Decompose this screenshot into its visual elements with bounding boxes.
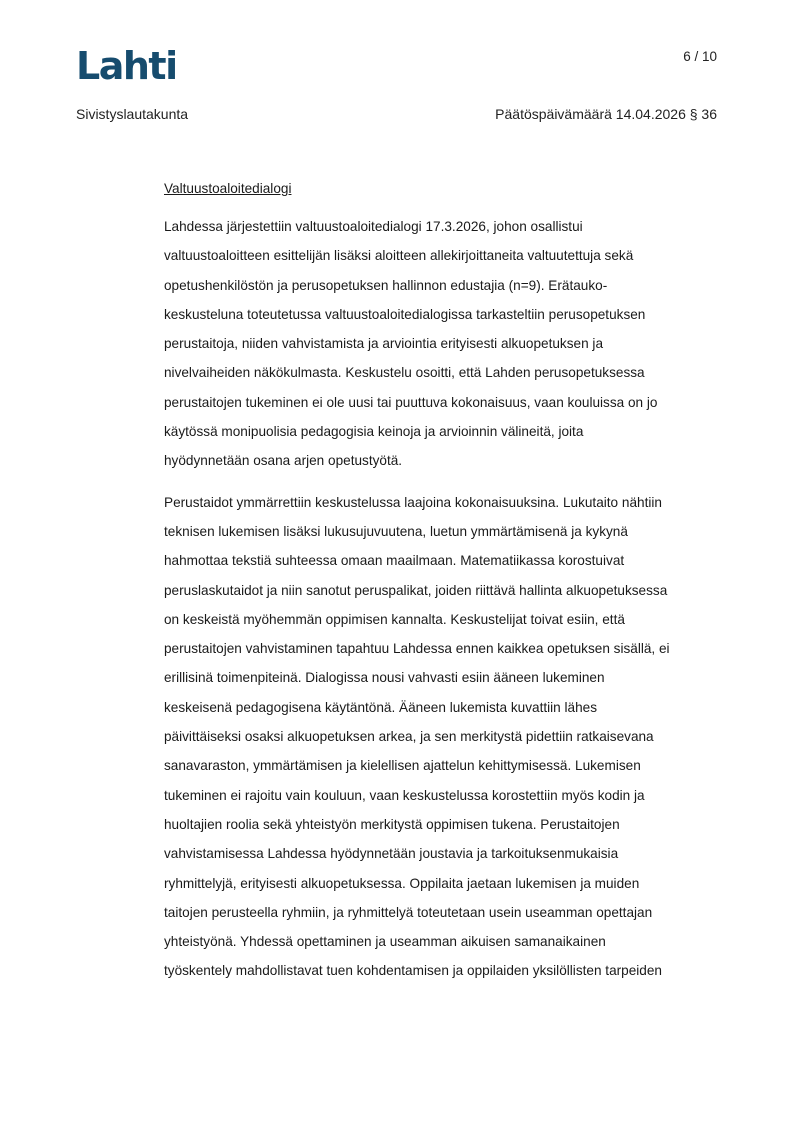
- text-line: on keskeistä myöhemmän oppimisen kannalta. Keskustelijat toivat esiin, että: [164, 611, 625, 627]
- page-number: 6 / 10: [683, 49, 717, 64]
- lahti-logo: Lahti: [76, 44, 177, 88]
- document-body: [164, 179, 724, 998]
- text-line: ryhmittelyjä, erityisesti alkuopetuksessa. Oppilaita jaetaan lukemisen ja muiden: [164, 875, 640, 891]
- text-line: keskeisenä pedagogisena käytäntönä. Ääneen lukemista kuvattiin lähes: [164, 699, 598, 715]
- text-line: perustaitojen tukeminen ei ole uusi tai puuttuva kokonaisuus, vaan kouluissa on jo: [164, 394, 658, 410]
- text-line: työskentely mahdollistavat tuen kohdentamisen ja oppilaiden yksilöllisten tarpeiden: [164, 963, 662, 979]
- text-line: Lahdessa järjestettiin valtuustoaloitedialogi 17.3.2026, johon osallistui: [164, 219, 583, 234]
- organization-name: Sivistyslautakunta: [76, 106, 189, 122]
- text-line: vahvistamisessa Lahdessa hyödynnetään joustavia ja tarkoituksenmukaisia: [164, 846, 619, 862]
- paragraph-2: [164, 488, 724, 986]
- text-line: hyödynnetään osana arjen opetustyötä.: [164, 453, 403, 469]
- text-line: erillisinä toimenpiteinä. Dialogissa nousi vahvasti esiin ääneen lukeminen: [164, 670, 605, 686]
- text-line: peruslaskutaidot ja niin sanotut peruspalikat, joiden riittävä hallinta alkuopetuksessa: [164, 582, 668, 598]
- text-line: perustaitoja, niiden vahvistamista ja arviointia erityisesti alkuopetuksen ja: [164, 336, 604, 352]
- text-line: yhteistyönä. Yhdessä opettaminen ja useamman aikuisen samanaikainen: [164, 934, 606, 950]
- text-line: huoltajien roolia sekä yhteistyön merkitystä oppimisen tukena. Perustaitojen: [164, 816, 620, 832]
- text-line: hahmottaa tekstiä suhteessa omaan maailmaan. Matematiikassa korostuivat: [164, 553, 625, 569]
- text-line: päivittäiseksi osaksi alkuopetuksen arkea, ja sen merkitystä pidettiin ratkaisevana: [164, 729, 654, 745]
- text-line: sanavaraston, ymmärtämisen ja kielellisen ajattelun kehittymisessä. Lukemisen: [164, 758, 641, 774]
- decision-date: Päätöspäivämäärä 14.04.2026 § 36: [495, 106, 717, 122]
- text-line: käytössä monipuolisia pedagogisia keinoja ja arvioinnin välineitä, joita: [164, 424, 584, 440]
- text-line: nivelvaiheiden näkökulmasta. Keskustelu osoitti, että Lahden perusopetuksessa: [164, 365, 645, 381]
- text-line: tukeminen ei rajoitu vain kouluun, vaan keskustelussa korostettiin myös kodin ja: [164, 787, 645, 803]
- paragraph-1: [164, 212, 724, 476]
- text-line: perustaitojen vahvistaminen tapahtuu Lahdessa ennen kaikkea opetuksen sisällä, ei: [164, 641, 670, 657]
- text-line: taitojen perusteella ryhmiin, ja ryhmittelyä toteutetaan usein useamman opettajan: [164, 904, 653, 920]
- text-line: keskusteluna toteutetussa valtuustoaloitedialogissa tarkasteltiin perusopetuksen: [164, 306, 646, 322]
- text-line: opetushenkilöstön ja perusopetuksen hallinnon edustajia (n=9). Erätauko-: [164, 277, 608, 293]
- text-line: valtuustoaloitteen esittelijän lisäksi aloitteen allekirjoittaneita valtuutettuja sekä: [164, 248, 634, 264]
- text-line: teknisen lukemisen lisäksi lukusujuvuutena, luetun ymmärtämisenä ja kykynä: [164, 523, 628, 539]
- section-heading: Valtuustoaloitedialogi: [164, 181, 292, 196]
- text-line: Perustaidot ymmärrettiin keskustelussa laajoina kokonaisuuksina. Lukutaito nähtiin: [164, 494, 662, 510]
